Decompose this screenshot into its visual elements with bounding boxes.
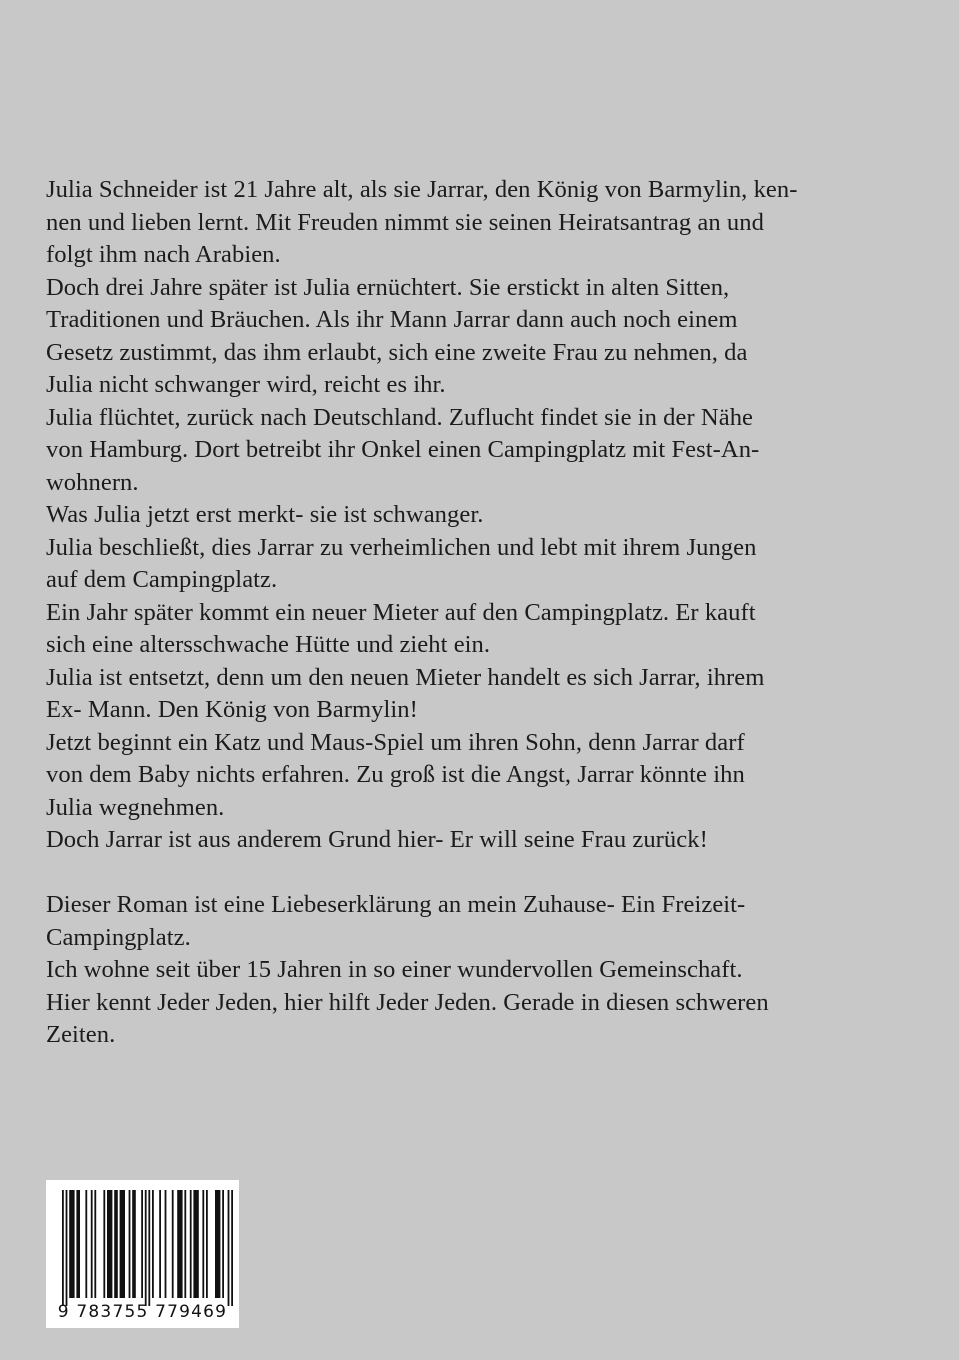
blurb-line: Doch drei Jahre später ist Julia ernüchtert. Sie erstickt in alten Sitten, [46, 273, 730, 301]
blurb-line: Julia flüchtet, zurück nach Deutschland. Zuflucht findet sie in der Nähe [46, 403, 754, 431]
barcode-bar [62, 1190, 64, 1306]
barcode-bar [190, 1190, 192, 1298]
isbn-barcode [46, 1180, 239, 1328]
barcode-bar [215, 1190, 220, 1298]
blurb-line: Traditionen und Bräuchen. Als ihr Mann Jarrar dann auch noch einem [46, 306, 738, 333]
barcode-bar [165, 1190, 167, 1298]
barcode-bar [145, 1190, 147, 1306]
blurb-line: von dem Baby nichts erfahren. Zu groß ist die Angst, Jarrar könnte ihn [46, 761, 745, 788]
blurb-line: Julia wegnehmen. [46, 793, 225, 821]
blurb-line: von Hamburg. Dort betreibt ihr Onkel einen Campingplatz mit Fest-An- [46, 436, 760, 463]
barcode-bar [66, 1190, 68, 1306]
barcode-bar [172, 1190, 174, 1298]
back-cover-text [46, 174, 916, 1052]
author-note-line: Ich wohne seit über 15 Jahren in so einer wundervollen Gemeinschaft. [46, 956, 743, 983]
barcode-bar [141, 1190, 143, 1298]
barcode-bar [159, 1190, 161, 1298]
barcode-bar [206, 1190, 208, 1298]
barcode-bar [85, 1190, 87, 1298]
blurb-line: Julia beschließt, dies Jarrar zu verheimlichen und lebt mit ihrem Jungen [46, 533, 757, 561]
blurb-line: Doch Jarrar ist aus anderem Grund hier- Er will seine Frau zurück! [46, 826, 708, 853]
barcode-bar [228, 1190, 230, 1306]
blurb [46, 174, 916, 857]
blurb-line: Gesetz zustimmt, das ihm erlaubt, sich eine zweite Frau zu nehmen, da [46, 338, 748, 366]
blurb-line: Julia ist entsetzt, denn um den neuen Mieter handelt es sich Jarrar, ihrem [46, 663, 765, 691]
barcode-bar [184, 1190, 186, 1298]
author-note-line: Zeiten. [46, 1021, 116, 1048]
barcode-bar [94, 1190, 96, 1298]
blurb-line: Julia nicht schwanger wird, reicht es ihr. [46, 371, 446, 398]
barcode-bar [202, 1190, 204, 1298]
barcode-bar [177, 1190, 182, 1298]
author-note [46, 889, 916, 1052]
barcode-bar [114, 1190, 118, 1298]
barcode-bar [107, 1190, 112, 1298]
paragraph-gap [46, 857, 916, 890]
barcode-bar [91, 1190, 93, 1298]
isbn-number: 9 783755 779469 [57, 1302, 228, 1322]
barcode-bar [222, 1190, 224, 1298]
author-note-line: Campingplatz. [46, 923, 191, 951]
barcode-bar [103, 1190, 105, 1298]
blurb-line: Jetzt beginnt ein Katz und Maus-Spiel um ihren Sohn, denn Jarrar darf [46, 728, 745, 756]
blurb-line: Ein Jahr später kommt ein neuer Mieter auf den Campingplatz. Er kauft [46, 598, 756, 626]
barcode-bar [120, 1190, 125, 1298]
barcode-bar [69, 1190, 74, 1298]
blurb-line: Julia Schneider ist 21 Jahre alt, als sie Jarrar, den König von Barmylin, ken- [46, 176, 798, 203]
author-note-line: Dieser Roman ist eine Liebeserklärung an mein Zuhause- Ein Freizeit- [46, 891, 746, 918]
blurb-line: nen und lieben lernt. Mit Freuden nimmt sie seinen Heiratsantrag an und [46, 208, 764, 236]
barcode-bar [76, 1190, 80, 1298]
blurb-line: auf dem Campingplatz. [46, 566, 278, 593]
barcode-bar [132, 1190, 136, 1298]
author-note-line: Hier kennt Jeder Jeden, hier hilft Jeder Jeden. Gerade in diesen schweren [46, 988, 769, 1016]
barcode-bar [148, 1190, 150, 1306]
blurb-line: sich eine altersschwache Hütte und zieht ein. [46, 631, 491, 658]
barcode-bar [152, 1190, 154, 1298]
barcode-bar [231, 1190, 233, 1306]
blurb-line: Ex- Mann. Den König von Barmylin! [46, 696, 418, 723]
barcode-bar [129, 1190, 131, 1298]
blurb-line: Was Julia jetzt erst merkt- sie ist schwanger. [46, 501, 484, 528]
blurb-line: folgt ihm nach Arabien. [46, 241, 281, 268]
barcode-bar [193, 1190, 198, 1298]
blurb-line: wohnern. [46, 468, 139, 496]
